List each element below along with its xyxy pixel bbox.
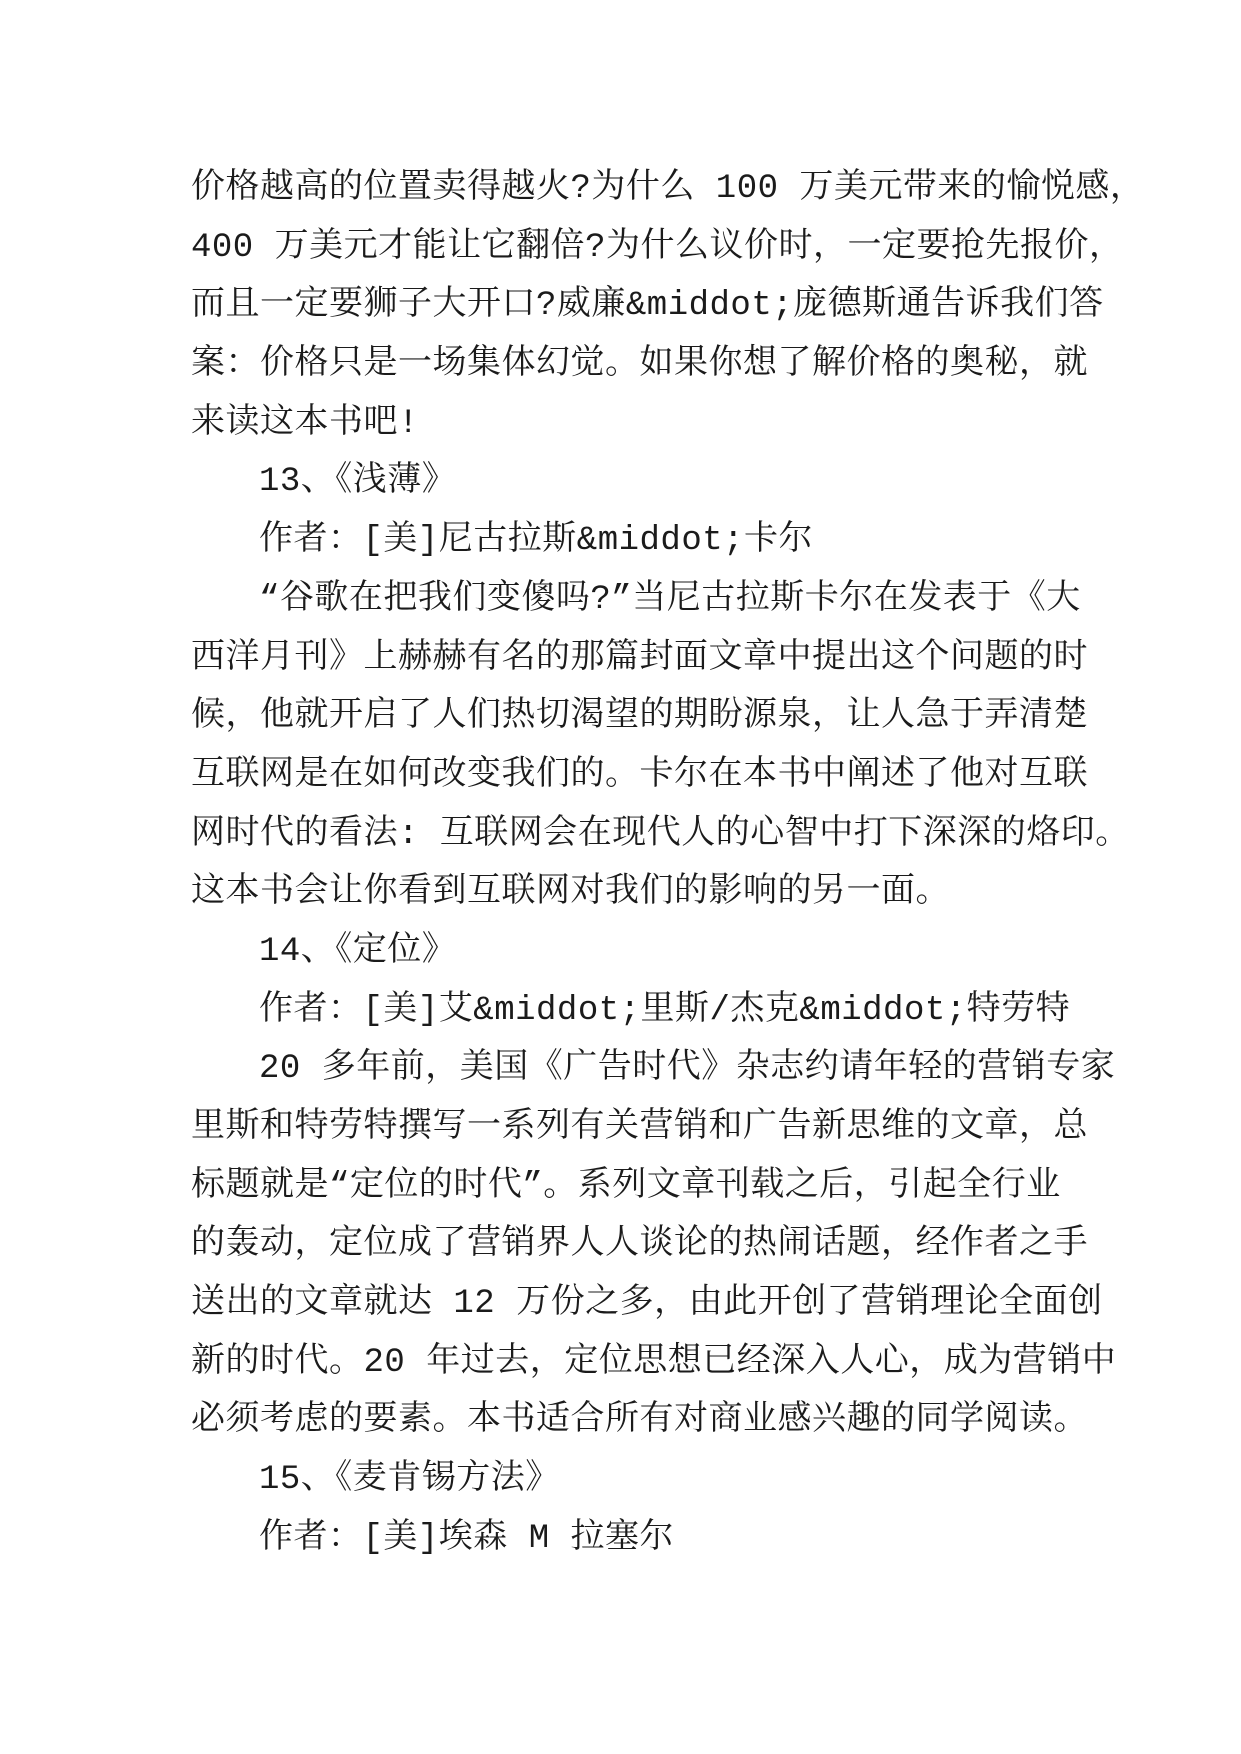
book-entry-13 bbox=[191, 453, 1191, 923]
paragraph-line: 价格越高的位置卖得越火?为什么 100 万美元带来的愉悦感， bbox=[191, 170, 1145, 208]
paragraph-line: 而且一定要狮子大开口?威廉&middot;庞德斯通告诉我们答 bbox=[191, 287, 1104, 326]
intro-paragraph-continuation bbox=[191, 160, 1191, 453]
book-description-line: 候，他就开启了人们热切渴望的期盼源泉，让人急于弄清楚 bbox=[191, 698, 1088, 737]
book-description-line: 互联网是在如何改变我们的。卡尔在本书中阐述了他对互联 bbox=[191, 756, 1088, 795]
book-description-line: 这本书会让你看到互联网对我们的影响的另一面。 bbox=[191, 874, 950, 913]
document-body bbox=[191, 160, 1191, 1569]
book-description-line: 必须考虑的要素。本书适合所有对商业感兴趣的同学阅读。 bbox=[191, 1402, 1088, 1441]
book-description-line: 标题就是“定位的时代”。系列文章刊载之后，引起全行业 bbox=[191, 1167, 1061, 1206]
paragraph-line: 来读这本书吧! bbox=[191, 404, 419, 443]
book-heading: 15、《麦肯锡方法》 bbox=[259, 1461, 560, 1500]
book-description-line: 网时代的看法: 互联网会在现代人的心智中打下深深的烙印。 bbox=[191, 815, 1130, 854]
book-entry-14 bbox=[191, 923, 1191, 1451]
paragraph-line: 案：价格只是一场集体幻觉。如果你想了解价格的奥秘，就 bbox=[191, 346, 1088, 385]
book-description-line: “谷歌在把我们变傻吗?”当尼古拉斯卡尔在发表于《大 bbox=[259, 580, 1081, 619]
book-description-line: 新的时代。20 年过去，定位思想已经深入人心，成为营销中 bbox=[191, 1343, 1117, 1382]
book-description-line: 西洋月刊》上赫赫有名的那篇封面文章中提出这个问题的时 bbox=[191, 639, 1088, 678]
book-heading: 13、《浅薄》 bbox=[259, 463, 457, 502]
book-description-line: 送出的文章就达 12 万份之多，由此开创了营销理论全面创 bbox=[191, 1285, 1103, 1324]
book-author: 作者：[美]艾&middot;里斯/杰克&middot;特劳特 bbox=[259, 991, 1071, 1030]
book-author: 作者：[美]埃森 M 拉塞尔 bbox=[259, 1519, 675, 1558]
paragraph-line: 400 万美元才能让它翻倍?为什么议价时，一定要抢先报价， bbox=[191, 228, 1124, 267]
book-description-line: 里斯和特劳特撰写一系列有关营销和广告新思维的文章，总 bbox=[191, 1109, 1088, 1147]
book-entry-15 bbox=[191, 1451, 1191, 1568]
book-description-line: 20 多年前，美国《广告时代》杂志约请年轻的营销专家 bbox=[259, 1050, 1116, 1089]
book-author: 作者：[美]尼古拉斯&middot;卡尔 bbox=[259, 522, 814, 561]
book-description-line: 的轰动，定位成了营销界人人谈论的热闹话题，经作者之手 bbox=[191, 1226, 1088, 1265]
book-heading: 14、《定位》 bbox=[259, 932, 457, 971]
